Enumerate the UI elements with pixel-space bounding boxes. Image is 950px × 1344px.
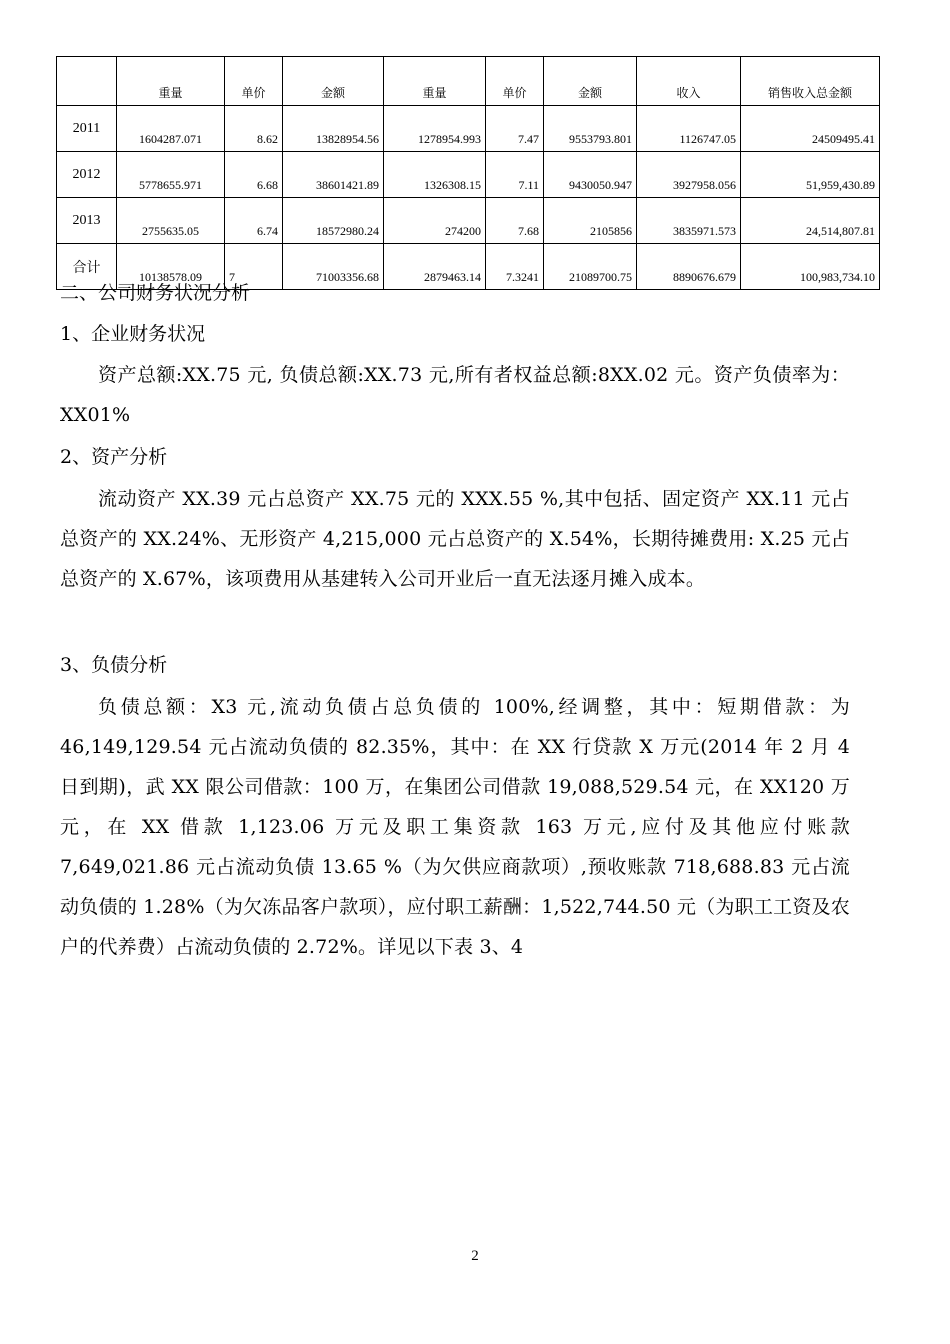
header-cell: 金额 xyxy=(544,57,637,106)
table-cell: 10138578.09 xyxy=(117,244,225,290)
table-cell: 7.3241 xyxy=(486,244,544,290)
table-row xyxy=(57,152,880,198)
table-row xyxy=(57,106,880,152)
table-cell: 3835971.573 xyxy=(637,198,741,244)
asset-analysis-paragraph xyxy=(60,479,850,599)
table-cell: 2755635.05 xyxy=(117,198,225,244)
table-cell: 7.11 xyxy=(486,152,544,198)
table-cell: 100,983,734.10 xyxy=(741,244,880,290)
header-cell: 重量 xyxy=(384,57,486,106)
table-header-row xyxy=(57,57,880,106)
subsection-title-liabilities: 3、负债分析 xyxy=(60,654,168,676)
table-cell: 2105856 xyxy=(544,198,637,244)
table-cell: 1126747.05 xyxy=(637,106,741,152)
table-cell: 2879463.14 xyxy=(384,244,486,290)
table-cell: 18572980.24 xyxy=(283,198,384,244)
table-cell: 21089700.75 xyxy=(544,244,637,290)
table-cell: 5778655.971 xyxy=(117,152,225,198)
header-cell: 重量 xyxy=(117,57,225,106)
subsection-title-assets: 2、资产分析 xyxy=(60,446,168,468)
row-label: 合计 xyxy=(57,244,117,290)
table-cell: 1604287.071 xyxy=(117,106,225,152)
row-label: 2013 xyxy=(57,198,117,244)
paragraph-text: 负债总额：X3 元,流动负债占总负债的 100%,经调整，其中：短期借款：为 46,149,129.54 元占流动负债的 82.35%，其中：在 XX 行贷款 X 万元(2014 年 2 月 4 日到期)，武 XX 限公司借款：100 万，在集团公司借款 19,088,529.54 元，在 XX120 万元，在 XX 借款 1,123.06 万元及职工集资款 163 万元,应付及其他应付账款 7,649,021.86 元占流动负债 13.65 %（为欠供应商款项）,预收账款 718,688.83 元占流动负债的 1.28%（为欠冻品客户款项），应付职工薪酬：1,522,744.50 元（为职工工资及农户的代养费）占流动负债的 2.72%。详见以下表 3、4 xyxy=(60,696,850,958)
table-cell: 7 xyxy=(225,244,283,290)
row-label: 2012 xyxy=(57,152,117,198)
header-cell: 金额 xyxy=(283,57,384,106)
financial-status-paragraph xyxy=(60,355,850,435)
table-cell: 38601421.89 xyxy=(283,152,384,198)
table-cell: 24509495.41 xyxy=(741,106,880,152)
header-cell: 收入 xyxy=(637,57,741,106)
table-cell: 8890676.679 xyxy=(637,244,741,290)
table-cell: 3927958.056 xyxy=(637,152,741,198)
header-cell: 单价 xyxy=(486,57,544,106)
table-cell: 51,959,430.89 xyxy=(741,152,880,198)
subsection-title-financial-status: 1、企业财务状况 xyxy=(60,323,206,345)
table-cell: 7.68 xyxy=(486,198,544,244)
header-cell: 销售收入总金额 xyxy=(741,57,880,106)
table-cell: 1326308.15 xyxy=(384,152,486,198)
table-row xyxy=(57,198,880,244)
table-cell: 7.47 xyxy=(486,106,544,152)
table-cell: 1278954.993 xyxy=(384,106,486,152)
liability-analysis-paragraph xyxy=(60,687,850,967)
table-cell: 6.74 xyxy=(225,198,283,244)
table-cell: 8.62 xyxy=(225,106,283,152)
row-label: 2011 xyxy=(57,106,117,152)
paragraph-text: 资产总额:XX.75 元, 负债总额:XX.73 元,所有者权益总额:8XX.02 元。资产负债率为：XX01% xyxy=(60,364,850,426)
table-cell: 24,514,807.81 xyxy=(741,198,880,244)
table-cell: 9430050.947 xyxy=(544,152,637,198)
table-cell: 6.68 xyxy=(225,152,283,198)
table-cell: 274200 xyxy=(384,198,486,244)
section-title: 二、公司财务状况分析 xyxy=(60,282,251,304)
table-cell: 71003356.68 xyxy=(283,244,384,290)
sales-table xyxy=(56,56,880,290)
paragraph-text: 流动资产 XX.39 元占总资产 XX.75 元的 XXX.55 %,其中包括、固定资产 XX.11 元占总资产的 XX.24%、无形资产 4,215,000 元占总资产的 X.54%，长期待摊费用: X.25 元占总资产的 X.67%，该项费用从基建转入公司开业后一直无法逐月摊入成本。 xyxy=(60,488,850,590)
table-cell: 9553793.801 xyxy=(544,106,637,152)
page-number: 2 xyxy=(471,1248,479,1264)
table-cell: 13828954.56 xyxy=(283,106,384,152)
header-cell: 单价 xyxy=(225,57,283,106)
header-cell xyxy=(57,57,117,106)
